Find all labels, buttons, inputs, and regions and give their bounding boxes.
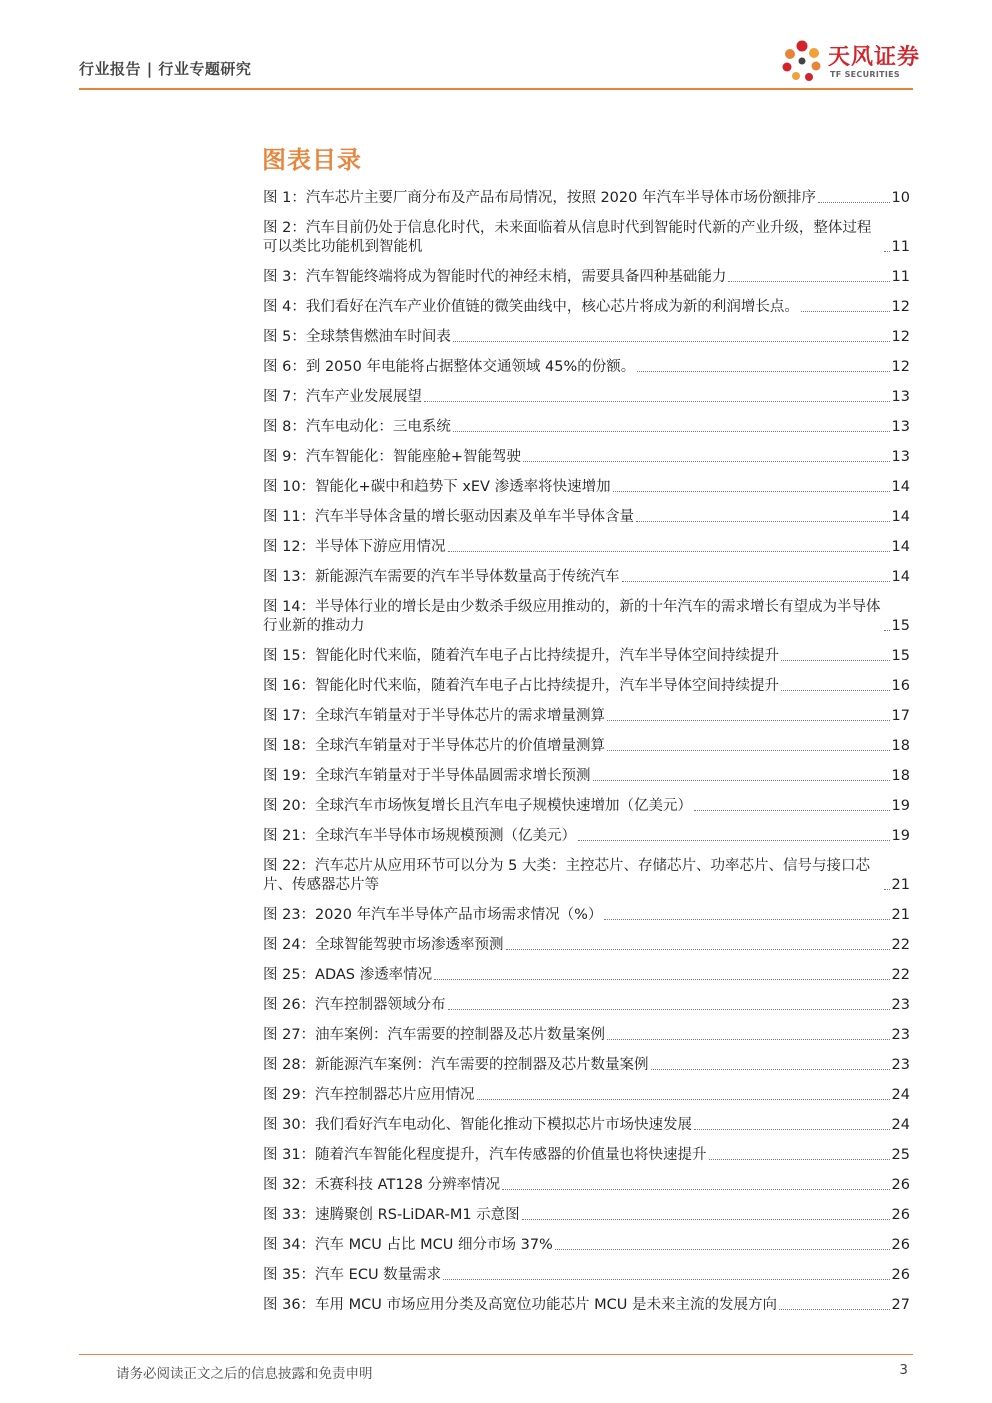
toc-item[interactable] [263,407,910,437]
toc-item-page: 14 [891,539,910,555]
toc-item-page: 15 [891,618,910,634]
toc-item-page: 24 [891,1117,910,1133]
toc-item[interactable] [263,1165,910,1195]
toc-item-title: 图 33：速腾聚创 RS-LiDAR-M1 示意图 [263,1207,520,1223]
toc-dot-leader [453,431,890,432]
toc-item-page: 12 [891,329,910,345]
toc-item-title: 图 27：油车案例：汽车需要的控制器及芯片数量案例 [263,1027,606,1043]
toc-item-page: 13 [891,389,910,405]
toc-item[interactable] [263,756,910,786]
toc-item-page: 12 [891,299,910,315]
toc-item[interactable] [263,925,910,955]
toc-item[interactable] [263,1285,910,1315]
toc-item-title: 图 24：全球智能驾驶市场渗透率预测 [263,937,504,953]
toc-item-page: 26 [891,1267,910,1283]
toc-dot-leader [779,1309,890,1310]
toc-dot-leader [884,251,890,252]
toc-item-page: 23 [891,997,910,1013]
toc-item-title: 图 13：新能源汽车需要的汽车半导体数量高于传统汽车 [263,569,620,585]
toc-item[interactable] [263,816,910,846]
page-number: 3 [899,1362,908,1378]
footer-divider [79,1354,913,1355]
toc-item-title: 图 21：全球汽车半导体市场规模预测（亿美元） [263,828,577,844]
toc-dot-leader [448,1009,890,1010]
toc-item-title: 图 34：汽车 MCU 占比 MCU 细分市场 37% [263,1237,553,1253]
toc-item-title: 图 7：汽车产业发展展望 [263,389,422,405]
toc-item-page: 14 [891,569,910,585]
footer-disclaimer: 请务必阅读正文之后的信息披露和免责申明 [116,1366,373,1382]
toc-item-title: 图 6：到 2050 年电能将占据整体交通领域 45%的份额。 [263,359,636,375]
toc-item-title: 图 25：ADAS 渗透率情况 [263,967,433,983]
toc-item-title: 图 29：汽车控制器芯片应用情况 [263,1087,475,1103]
toc-item[interactable] [263,208,910,257]
toc-item-page: 23 [891,1057,910,1073]
toc-item[interactable] [263,557,910,587]
toc-list [263,178,910,1315]
toc-item[interactable] [263,587,910,636]
toc-item-page: 14 [891,509,910,525]
toc-item-page: 21 [891,907,910,923]
toc-item-title: 图 32：禾赛科技 AT128 分辨率情况 [263,1177,501,1193]
toc-dot-leader [622,581,890,582]
logo-text-en: TF SECURITIES [830,70,900,79]
toc-item[interactable] [263,1195,910,1225]
toc-item[interactable] [263,1045,910,1075]
toc-dot-leader [694,810,889,811]
toc-item[interactable] [263,257,910,287]
toc-item[interactable] [263,1075,910,1105]
toc-item[interactable] [263,1105,910,1135]
toc-dot-leader [604,919,889,920]
toc-item-title: 图 23：2020 年汽车半导体产品市场需求情况（%） [263,907,603,923]
toc-item-page: 18 [891,738,910,754]
toc-dot-leader [694,1129,889,1130]
toc-item-page: 11 [891,269,910,285]
toc-item[interactable] [263,1015,910,1045]
toc-dot-leader [884,630,890,631]
toc-item-page: 22 [891,967,910,983]
toc-item-page: 19 [891,798,910,814]
toc-item[interactable] [263,437,910,467]
toc-item-title: 图 15：智能化时代来临，随着汽车电子占比持续提升，汽车半导体空间持续提升 [263,648,780,664]
toc-item-title: 图 17：全球汽车销量对于半导体芯片的需求增量测算 [263,708,606,724]
toc-item-title: 图 1：汽车芯片主要厂商分布及产品布局情况，按照 2020 年汽车半导体市场份额排序 [263,190,816,206]
toc-item-page: 22 [891,937,910,953]
toc-item-page: 14 [891,479,910,495]
toc-dot-leader [443,1279,889,1280]
toc-dot-leader [818,202,890,203]
toc-dot-leader [884,889,890,890]
toc-dot-leader [522,1219,890,1220]
toc-dot-leader [453,341,890,342]
toc-dot-leader [448,551,890,552]
toc-item-title: 图 8：汽车电动化：三电系统 [263,419,451,435]
toc-dot-leader [801,311,890,312]
toc-item-title: 图 9：汽车智能化：智能座舱+智能驾驶 [263,449,521,465]
toc-title: 图表目录 [262,146,362,174]
toc-item-page: 11 [891,239,910,255]
toc-item-page: 27 [891,1297,910,1313]
toc-dot-leader [607,1039,889,1040]
toc-item-page: 15 [891,648,910,664]
toc-item-page: 24 [891,1087,910,1103]
toc-dot-leader [637,371,889,372]
toc-item[interactable] [263,636,910,666]
toc-item-title: 图 30：我们看好汽车电动化、智能化推动下模拟芯片市场快速发展 [263,1117,693,1133]
toc-dot-leader [636,521,889,522]
toc-dot-leader [607,720,889,721]
toc-item[interactable] [263,1135,910,1165]
toc-item[interactable] [263,527,910,557]
toc-item-title: 图 3：汽车智能终端将成为智能时代的神经末梢，需要具备四种基础能力 [263,269,727,285]
toc-dot-leader [709,1159,890,1160]
toc-dot-leader [593,780,890,781]
toc-item[interactable] [263,985,910,1015]
toc-item[interactable] [263,786,910,816]
toc-item-title: 图 16：智能化时代来临，随着汽车电子占比持续提升，汽车半导体空间持续提升 [263,678,780,694]
toc-item-page: 26 [891,1177,910,1193]
toc-dot-leader [607,750,889,751]
toc-item-page: 13 [891,449,910,465]
toc-item[interactable] [263,497,910,527]
logo-flower-icon [778,36,826,88]
toc-dot-leader [578,840,889,841]
toc-item-page: 13 [891,419,910,435]
toc-dot-leader [434,979,889,980]
toc-item-title: 图 18：全球汽车销量对于半导体芯片的价值增量测算 [263,738,606,754]
toc-item-page: 26 [891,1237,910,1253]
toc-item[interactable] [263,846,910,895]
toc-item-page: 25 [891,1147,910,1163]
toc-item-title: 图 20：全球汽车市场恢复增长且汽车电子规模快速增加（亿美元） [263,798,693,814]
toc-item[interactable] [263,347,910,377]
toc-item[interactable] [263,955,910,985]
toc-item-page: 23 [891,1027,910,1043]
toc-dot-leader [477,1099,890,1100]
toc-item-title: 图 28：新能源汽车案例：汽车需要的控制器及芯片数量案例 [263,1057,649,1073]
logo-text-cn: 天风证券 [828,45,921,70]
toc-dot-leader [424,401,890,402]
toc-dot-leader [781,660,889,661]
toc-item-title: 图 31：随着汽车智能化程度提升，汽车传感器的价值量也将快速提升 [263,1147,707,1163]
toc-item-title: 图 26：汽车控制器领域分布 [263,997,446,1013]
toc-dot-leader [523,461,890,462]
toc-item[interactable] [263,1255,910,1285]
toc-item[interactable] [263,377,910,407]
toc-item-title: 图 10：智能化+碳中和趋势下 xEV 渗透率将快速增加 [263,479,611,495]
toc-item[interactable] [263,666,910,696]
company-logo [778,36,938,88]
toc-item-page: 18 [891,768,910,784]
toc-item-page: 16 [891,678,910,694]
toc-item-title: 图 4：我们看好在汽车产业价值链的微笑曲线中，核心芯片将成为新的利润增长点。 [263,299,799,315]
toc-item[interactable] [263,287,910,317]
toc-item[interactable] [263,178,910,208]
toc-item-title: 图 5：全球禁售燃油车时间表 [263,329,451,345]
toc-item[interactable] [263,895,910,925]
toc-item-title: 图 36：车用 MCU 市场应用分类及高宽位功能芯片 MCU 是未来主流的发展方向 [263,1297,777,1313]
toc-dot-leader [781,690,889,691]
toc-item[interactable] [263,317,910,347]
toc-item-title: 图 22：汽车芯片从应用环节可以分为 5 大类：主控芯片、存储芯片、功率芯片、信号与接口芯片、传感器芯片等 [263,858,870,893]
toc-item-title: 图 14：半导体行业的增长是由少数杀手级应用推动的，新的十年汽车的需求增长有望成为半导体行业新的推动力 [263,599,881,634]
toc-item[interactable] [263,1225,910,1255]
toc-item-page: 10 [891,190,910,206]
toc-item-page: 17 [891,708,910,724]
toc-item-title: 图 19：全球汽车销量对于半导体晶圆需求增长预测 [263,768,591,784]
toc-item[interactable] [263,726,910,756]
toc-item-title: 图 35：汽车 ECU 数量需求 [263,1267,442,1283]
toc-dot-leader [613,491,890,492]
toc-item-page: 21 [891,877,910,893]
toc-item[interactable] [263,696,910,726]
toc-dot-leader [651,1069,890,1070]
report-type-label: 行业报告 | 行业专题研究 [79,60,252,78]
toc-item-title: 图 11：汽车半导体含量的增长驱动因素及单车半导体含量 [263,509,635,525]
toc-item-title: 图 12：半导体下游应用情况 [263,539,446,555]
toc-dot-leader [502,1189,889,1190]
toc-dot-leader [506,949,890,950]
toc-item-page: 26 [891,1207,910,1223]
toc-dot-leader [555,1249,890,1250]
toc-item-page: 12 [891,359,910,375]
toc-dot-leader [728,281,889,282]
toc-item-title: 图 2：汽车目前仍处于信息化时代，未来面临着从信息时代到智能时代新的产业升级，整体过程可以类比功能机到智能机 [263,220,872,255]
header-divider [79,88,913,90]
toc-item[interactable] [263,467,910,497]
toc-item-page: 19 [891,828,910,844]
